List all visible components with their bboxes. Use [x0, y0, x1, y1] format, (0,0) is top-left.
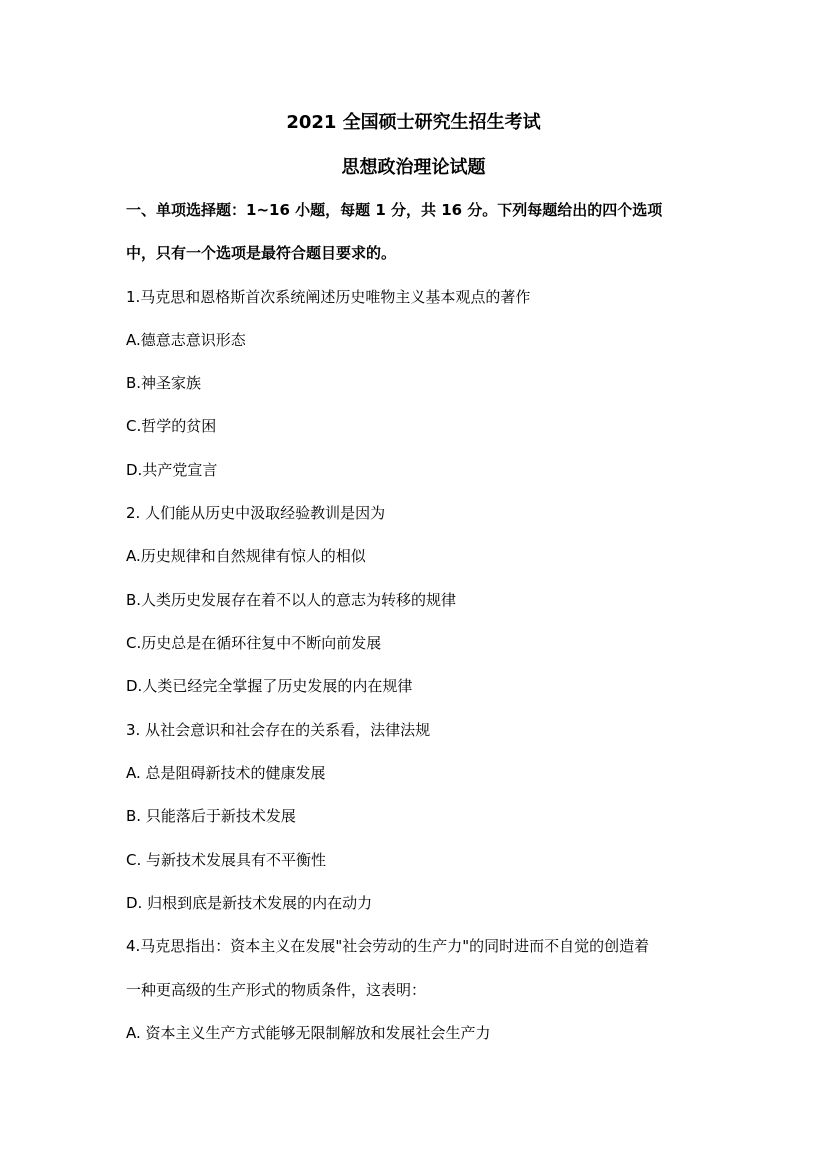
question-1-stem: 1.马克思和恩格斯首次系统阐述历史唯物主义基本观点的著作 — [126, 288, 531, 306]
question-2-option-a: A.历史规律和自然规律有惊人的相似 — [126, 547, 366, 565]
exam-subtitle: 思想政治理论试题 — [341, 157, 486, 178]
question-3-option-b: B. 只能落后于新技术发展 — [126, 807, 296, 825]
question-4-option-a: A. 资本主义生产方式能够无限制解放和发展社会生产力 — [126, 1024, 491, 1042]
question-2-stem: 2. 人们能从历史中汲取经验教训是因为 — [126, 504, 386, 522]
question-3-stem: 3. 从社会意识和社会存在的关系看，法律法规 — [126, 721, 431, 739]
question-3-option-a: A. 总是阻碍新技术的健康发展 — [126, 764, 326, 782]
question-3-option-c: C. 与新技术发展具有不平衡性 — [126, 851, 327, 869]
exam-title: 2021 全国硕士研究生招生考试 — [286, 112, 541, 133]
question-1-option-b: B.神圣家族 — [126, 374, 202, 392]
question-2-option-b: B.人类历史发展存在着不以人的意志为转移的规律 — [126, 591, 457, 609]
section-header-line-1: 一、单项选择题：1~16 小题，每题 1 分，共 16 分。下列每题给出的四个选项 — [126, 201, 663, 219]
question-1-option-c: C.哲学的贫困 — [126, 417, 217, 435]
question-1-option-a: A.德意志意识形态 — [126, 331, 246, 349]
question-3-option-d: D. 归根到底是新技术发展的内在动力 — [126, 894, 373, 912]
question-1-option-d: D.共产党宣言 — [126, 461, 218, 479]
question-2-option-c: C.历史总是在循环往复中不断向前发展 — [126, 634, 382, 652]
section-header-line-2: 中，只有一个选项是最符合题目要求的。 — [126, 244, 397, 262]
question-4-stem-line-2: 一种更高级的生产形式的物质条件，这表明： — [126, 981, 427, 999]
question-4-stem-line-1: 4.马克思指出：资本主义在发展"社会劳动的生产力"的同时进而不自觉的创造着 — [126, 937, 650, 955]
question-2-option-d: D.人类已经完全掌握了历史发展的内在规律 — [126, 677, 413, 695]
